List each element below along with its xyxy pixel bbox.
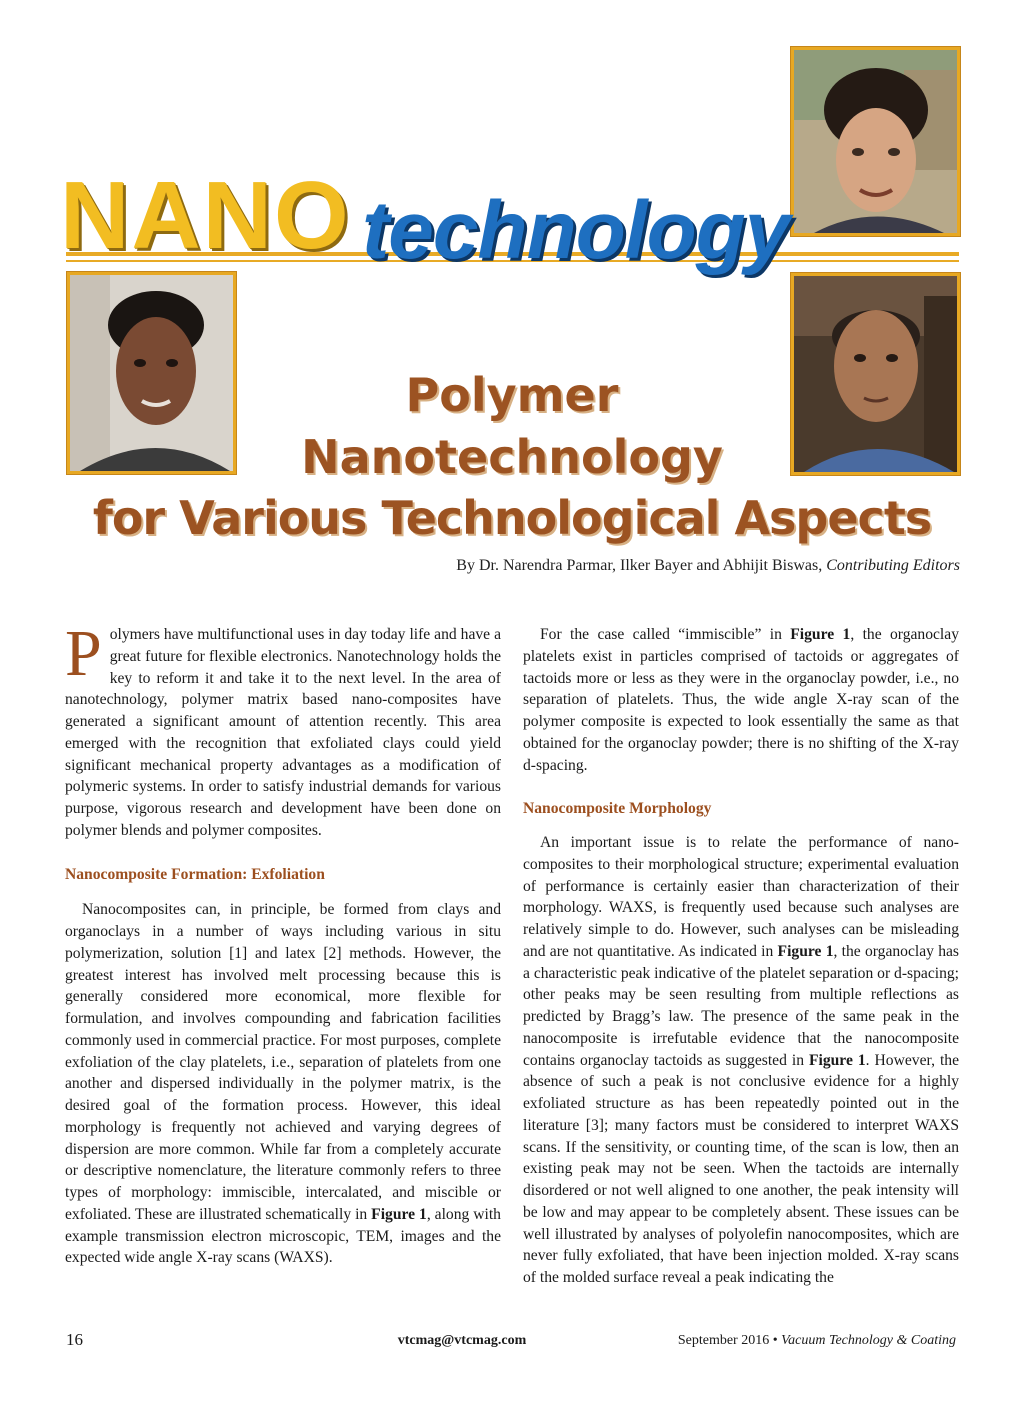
immiscible-paragraph xyxy=(523,624,959,776)
section-heading-exfoliation: Nanocomposite Formation: Exfoliation xyxy=(65,865,325,883)
immiscible-text-b: , the organoclay platelets exist in particles comprised of tactoids or aggregates of tactoids more or less as they were in the organoclay powder, i.e., no separation of platelets. Thus, the wide angle X-ray scan of the polymer composite is expected to look essentially the same as that obtained for the organoclay powder; there is no shifting of the X-ray d-spacing. xyxy=(523,626,959,774)
footer-separator: • xyxy=(772,1333,778,1348)
intro-text: olymers have multifunctional uses in day today life and have a great future for flexible electronics. Nanotechnology holds the key to reform it and take it to the next level. In the area of nanotechnology, polymer matrix based nano-composites have generated a significant amount of attention recently. This area emerged with the recognition that exfoliated clays could yield significant mechanical property advantages as a modification of polymeric systems. In order to satisfy industrial demands for various purpose, vigorous research and development have been done on polymer blends and polymer composites. xyxy=(65,626,501,839)
morphology-text-b: , the organoclay has a characteristic peak indicative of the platelet separation or d-spacing; other peaks may be seen resulting from multiple reflections as predicted by Bragg’s law. The presence of the same peak in the nanocomposite is irrefutable evidence that the nanocomposite contains organoclay tactoids as suggested in xyxy=(523,942,959,1069)
intro-paragraph xyxy=(65,617,501,842)
exfoliation-text-a: Nanocomposites can, in principle, be formed from clays and organoclays in a number of ways including various in situ polymerization, solution [1] and latex [2] methods. However, the greatest interest has involved melt processing because this is generally considered more economical, more flexible for formulation, and involves compounding and fabrication facilities commonly used in commercial practice. For most purposes, complete exfoliation of the clay platelets, i.e., separation of platelets from one another and dispersed individually in the polymer matrix, is the desired goal of the formation process. However, this ideal morphology is frequently not achieved and varying degrees of dispersion are more common. While far from a completely accurate or descriptive nomenclature, the literature commonly refers to three types of morphology: immiscible, intercalated, and miscible or exfoliated. These are illustrated schematically in xyxy=(65,901,501,1223)
author-photo-top-right xyxy=(791,47,960,236)
exfoliation-paragraph xyxy=(65,899,501,1269)
drop-cap: P xyxy=(65,617,102,690)
magazine-name: Vacuum Technology & Coating xyxy=(781,1333,956,1348)
left-column xyxy=(65,617,501,1269)
title-line-1: Polymer xyxy=(405,368,619,422)
issue-date: September 2016 xyxy=(677,1333,770,1348)
page-number: 16 xyxy=(66,1330,83,1349)
right-column xyxy=(523,624,959,1289)
morphology-paragraph xyxy=(523,832,959,1289)
byline-authors: By Dr. Narendra Parmar, Ilker Bayer and Abhijit Biswas, xyxy=(456,557,827,574)
byline xyxy=(456,557,960,575)
title-line-2: Nanotechnology xyxy=(301,430,723,484)
footer-issue xyxy=(678,1333,956,1349)
figure-ref: Figure 1 xyxy=(371,1205,427,1223)
masthead-nano: NANO xyxy=(60,162,351,269)
figure-ref: Figure 1 xyxy=(808,1051,866,1069)
immiscible-text-a: For the case called “immiscible” in xyxy=(540,626,791,643)
footer-email[interactable]: vtcmag@vtcmag.com xyxy=(397,1333,527,1348)
morphology-text-c: . However, the absence of such a peak is not conclusive evidence for a highly exfoliated structure as has been repeatedly pointed out in the literature [3]; many factors must be considered to interpret WAXS scans. If the sensitivity, or counting time, of the scan is low, then an existing peak may not be seen. When the tactoids are internally disordered or not well aligned to one another, the peak intensity will be low and may appear to be completely absent. These issues can be well illustrated by analyses of polyolefin nanocomposites, which are never fully exfoliated, that have been injection molded. X-ray scans of the molded surface reveal a peak indicating the xyxy=(523,1051,959,1286)
masthead-technology: technology xyxy=(362,185,790,276)
figure-ref: Figure 1 xyxy=(790,626,851,643)
section-heading-morphology: Nanocomposite Morphology xyxy=(523,800,712,818)
figure-ref: Figure 1 xyxy=(777,942,834,960)
morphology-text-a: An important issue is to relate the performance of nano-composites to their morphological structure; experimental evaluation of performance is certainly easier than characterization of their morphology. WAXS, is frequently used because such analyses are relatively simple to do. However, such analyses can be misleading and are not quantitative. As indicated in xyxy=(523,834,959,960)
byline-role: Contributing Editors xyxy=(826,557,960,574)
title-line-3: for Various Technological Aspects xyxy=(92,491,932,545)
exfoliation-text-b: , along with example transmission electron microscopic, TEM, images and the expected wide angle X-ray scans (WAXS). xyxy=(65,1205,501,1267)
